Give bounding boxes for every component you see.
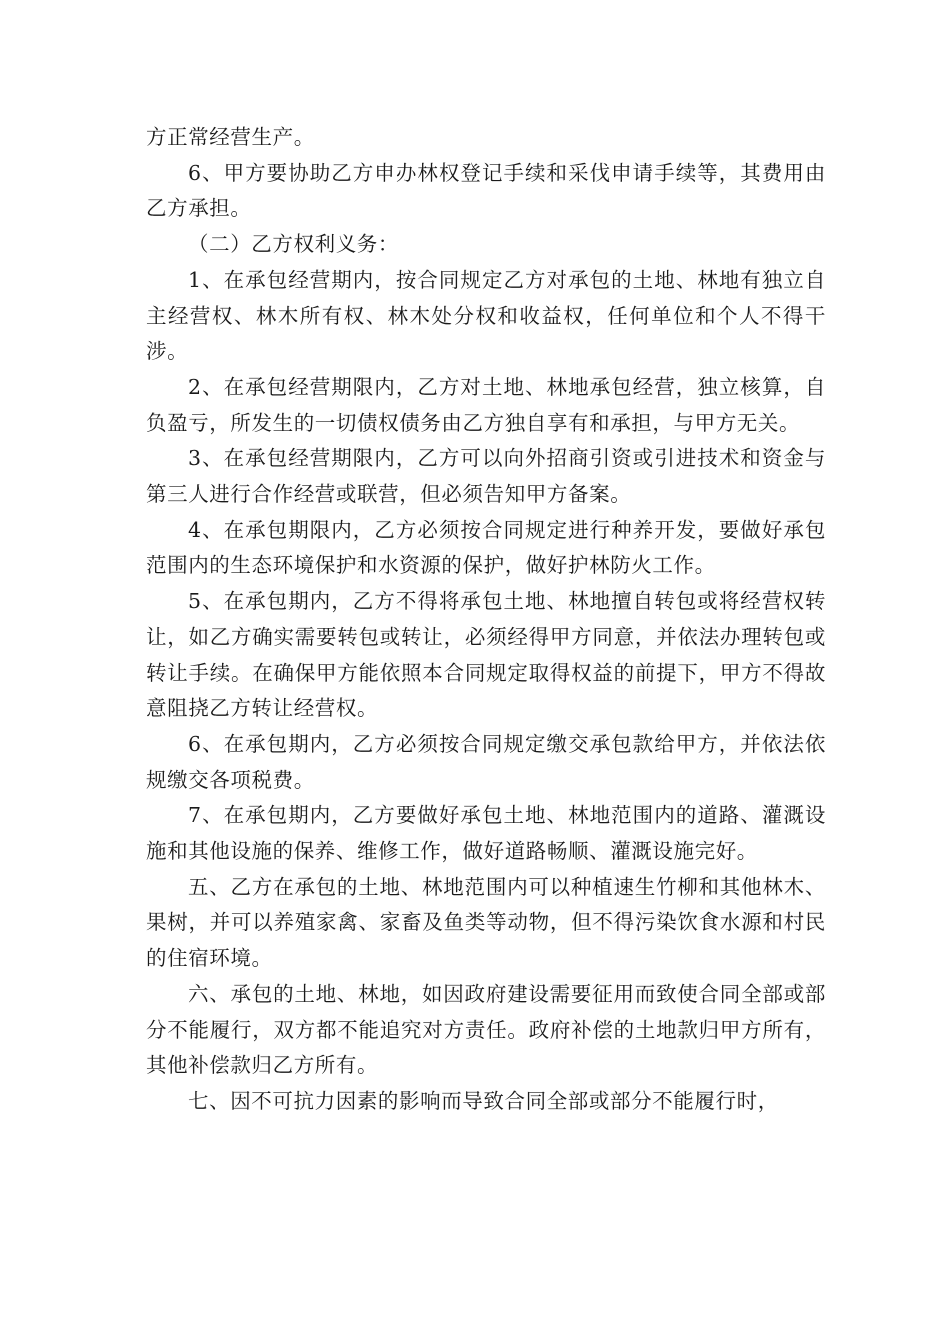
paragraph-party-b-item-4: 4、在承包期限内，乙方必须按合同规定进行种养开发，要做好承包范围内的生态环境保护和水资源的保护，做好护林防火工作。: [146, 517, 826, 578]
paragraph-article-5: 五、乙方在承包的土地、林地范围内可以种植速生竹柳和其他林木、果树，并可以养殖家禽、家畜及鱼类等动物，但不得污染饮食水源和村民的住宿环境。: [146, 874, 826, 971]
paragraph-party-a-item-6: 6、甲方要协助乙方申办林权登记手续和采伐申请手续等，其费用由乙方承担。: [146, 160, 826, 221]
document-body: [146, 120, 826, 1120]
paragraph-article-6: 六、承包的土地、林地，如因政府建设需要征用而致使合同全部或部分不能履行，双方都不能追究对方责任。政府补偿的土地款归甲方所有，其他补偿款归乙方所有。: [146, 981, 826, 1078]
paragraph-article-7: 七、因不可抗力因素的影响而导致合同全部或部分不能履行时，: [188, 1088, 779, 1113]
section-heading-party-b-rights: （二）乙方权利义务：: [188, 232, 399, 257]
paragraph-party-b-item-5: 5、在承包期内，乙方不得将承包土地、林地擅自转包或将经营权转让，如乙方确实需要转包或转让，必须经得甲方同意，并依法办理转包或转让手续。在确保甲方能依照本合同规定取得权益的前提下，甲方不得故意阻挠乙方转让经营权。: [146, 589, 826, 721]
paragraph-party-b-item-1: 1、在承包经营期内，按合同规定乙方对承包的土地、林地有独立自主经营权、林木所有权、林木处分权和收益权，任何单位和个人不得干涉。: [146, 267, 826, 364]
paragraph-party-b-item-2: 2、在承包经营期限内，乙方对土地、林地承包经营，独立核算，自负盈亏，所发生的一切债权债务由乙方独自享有和承担，与甲方无关。: [146, 374, 826, 435]
paragraph-party-b-item-3: 3、在承包经营期限内，乙方可以向外招商引资或引进技术和资金与第三人进行合作经营或联营，但必须告知甲方备案。: [146, 446, 826, 507]
paragraph-party-b-item-6: 6、在承包期内，乙方必须按合同规定缴交承包款给甲方，并依法依规缴交各项税费。: [146, 731, 826, 792]
paragraph-party-b-item-7: 7、在承包期内，乙方要做好承包土地、林地范围内的道路、灌溉设施和其他设施的保养、维修工作，做好道路畅顺、灌溉设施完好。: [146, 803, 826, 864]
paragraph-continuation: 方正常经营生产。: [146, 125, 315, 149]
